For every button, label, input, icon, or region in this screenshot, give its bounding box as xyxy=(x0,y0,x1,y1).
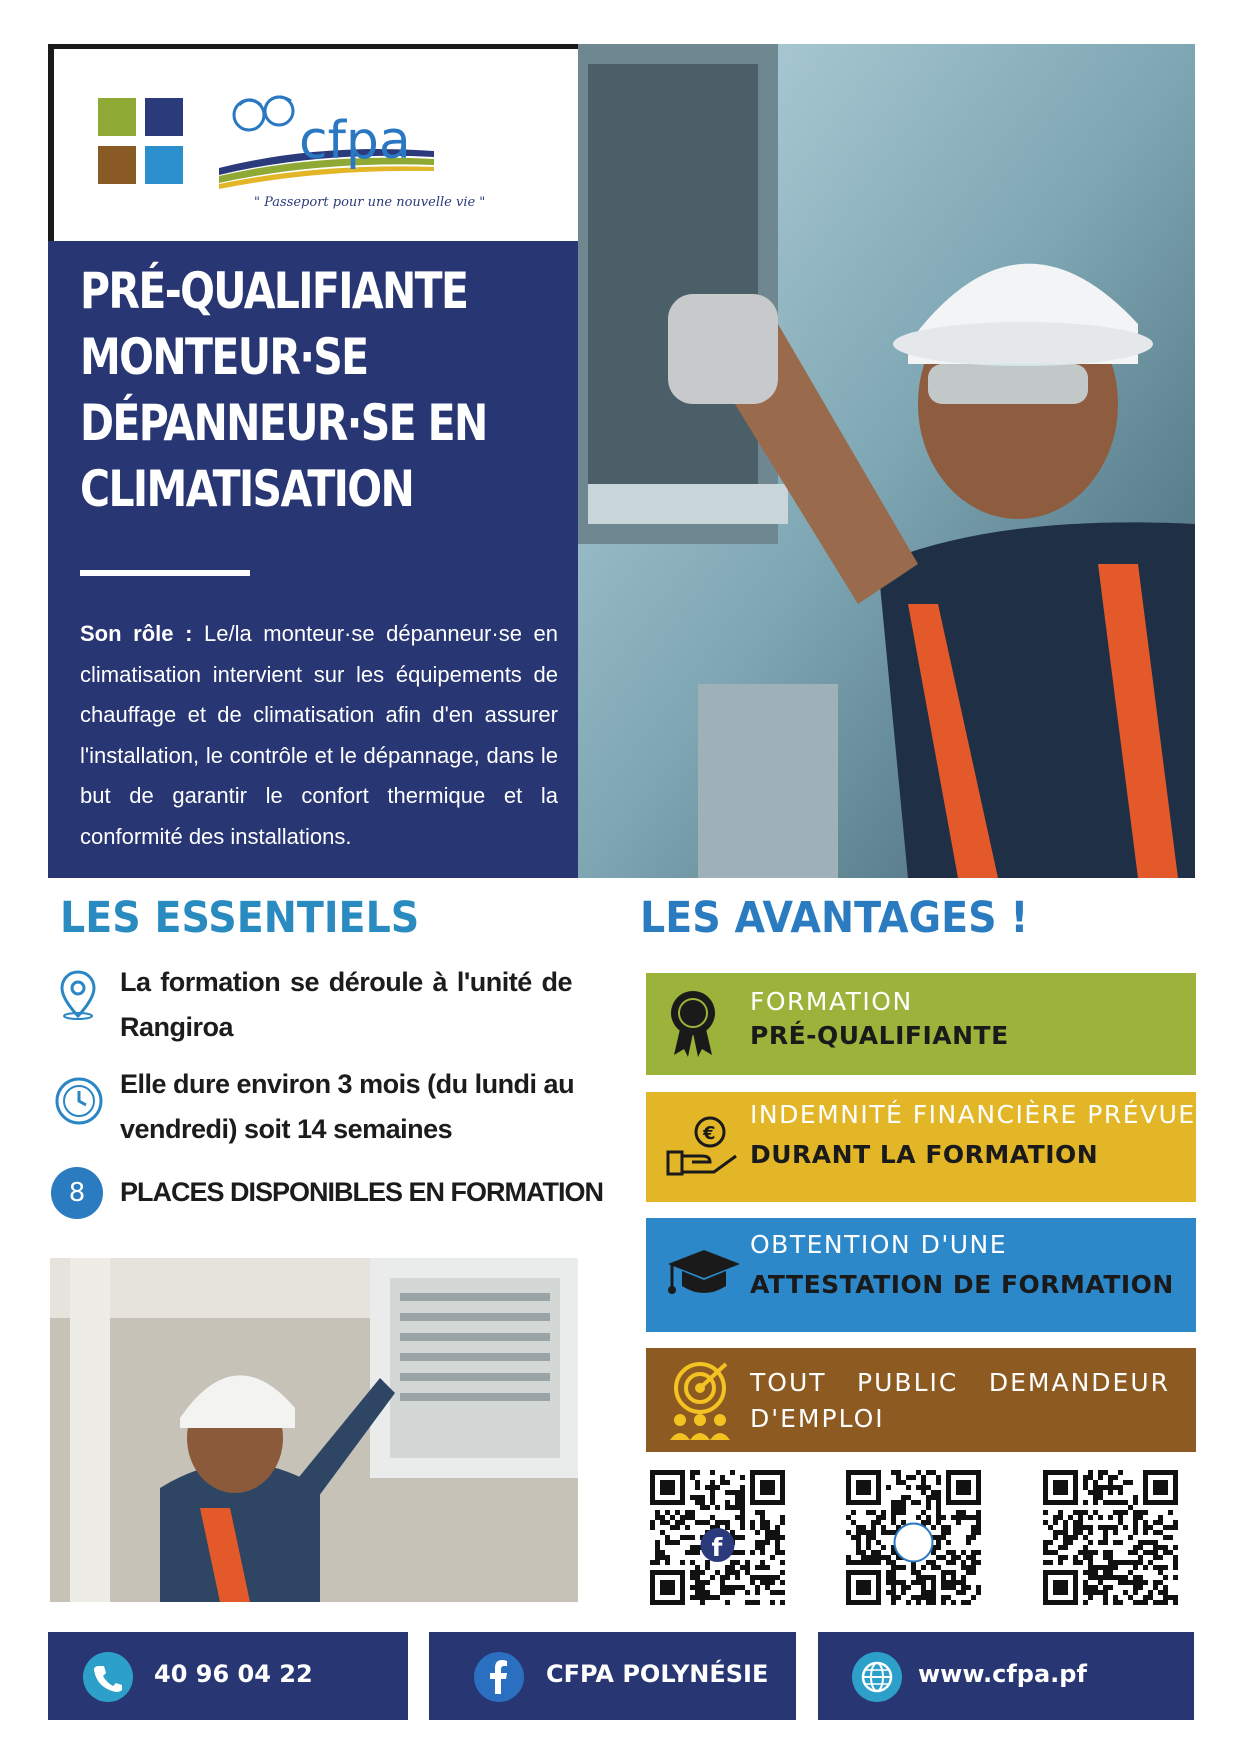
location-pin-icon xyxy=(60,970,96,1020)
logo-tagline: " Passeport pour une nouvelle vie " xyxy=(254,195,486,210)
advantage-card-attestation xyxy=(646,1218,1196,1332)
advantage-1-line1: FORMATION xyxy=(750,987,913,1016)
advantage-card-public xyxy=(646,1348,1196,1452)
advantage-1-line2: PRÉ-QUALIFIANTE xyxy=(750,1021,1009,1050)
target-people-icon xyxy=(666,1358,736,1442)
essentiel-duration: Elle dure environ 3 mois (du lundi au vendredi) soit 14 semaines xyxy=(120,1069,575,1144)
logo-square-blue xyxy=(145,146,183,184)
graduation-cap-icon xyxy=(666,1246,742,1302)
title-line-1: PRÉ-QUALIFIANTE xyxy=(80,262,468,320)
svg-text:€: € xyxy=(703,1123,716,1144)
essentiel-location: La formation se déroule à l'unité de Rangiroa xyxy=(120,967,572,1042)
title-line-2: MONTEUR·SE xyxy=(80,328,368,386)
clock-icon xyxy=(53,1075,105,1127)
role-label: Son rôle : xyxy=(80,621,193,646)
medal-icon xyxy=(666,987,720,1059)
title-line-4: CLIMATISATION xyxy=(80,460,414,518)
photo-technician-woman xyxy=(578,44,1195,878)
role-description xyxy=(80,614,558,857)
cfpa-logo xyxy=(219,83,449,203)
cfpa-logo-icon xyxy=(895,1524,933,1562)
logo-square-green xyxy=(98,98,136,136)
photo-technician-man xyxy=(50,1258,578,1602)
places-badge: 8 xyxy=(51,1167,103,1219)
avantages-title: LES AVANTAGES ! xyxy=(640,893,1029,943)
phone-icon xyxy=(83,1652,133,1702)
logo-square-brown xyxy=(98,146,136,184)
advantage-card-indemnite xyxy=(646,1092,1196,1202)
footer-facebook[interactable] xyxy=(429,1632,796,1720)
advantage-4-line1: TOUT PUBLIC DEMANDEUR xyxy=(750,1368,1170,1397)
facebook-page-name[interactable]: CFPA POLYNÉSIE xyxy=(546,1660,769,1688)
footer-website[interactable] xyxy=(818,1632,1194,1720)
qr-code-1[interactable] xyxy=(650,1470,785,1605)
advantage-4-line2: D'EMPLOI xyxy=(750,1404,885,1433)
title-divider xyxy=(80,570,250,576)
svg-text:cfpa: cfpa xyxy=(299,111,411,171)
page-title xyxy=(80,258,487,522)
website-url[interactable]: www.cfpa.pf xyxy=(918,1660,1087,1688)
title-line-3: DÉPANNEUR·SE EN xyxy=(80,394,487,452)
svg-text:f: f xyxy=(711,1533,723,1562)
logo-box xyxy=(48,44,578,241)
essentiel-places: PLACES DISPONIBLES EN FORMATION xyxy=(120,1177,604,1207)
advantage-3-line1: OBTENTION D'UNE xyxy=(750,1230,1007,1259)
advantage-3-line2: ATTESTATION DE FORMATION xyxy=(750,1270,1174,1299)
advantage-card-formation xyxy=(646,973,1196,1075)
globe-icon xyxy=(852,1652,902,1702)
qr-code-3[interactable] xyxy=(1043,1470,1178,1605)
essentiels-title: LES ESSENTIELS xyxy=(60,893,420,943)
phone-number[interactable]: 40 96 04 22 xyxy=(154,1660,313,1688)
role-text: Le/la monteur·se dépanneur·se en climatisation intervient sur les équipements de chauffage et de climatisation afin d'en assurer l'installation, le contrôle et le dépannage, dans le but de garantir le confort thermique et la conformité des installations. xyxy=(80,621,559,849)
logo-square-navy xyxy=(145,98,183,136)
advantage-2-line2: DURANT LA FORMATION xyxy=(750,1140,1099,1169)
euro-hand-icon xyxy=(666,1112,740,1182)
advantage-2-line1: INDEMNITÉ FINANCIÈRE PRÉVUE xyxy=(750,1100,1196,1129)
qr-code-2[interactable] xyxy=(846,1470,981,1605)
facebook-icon xyxy=(474,1652,524,1702)
footer-phone[interactable] xyxy=(48,1632,408,1720)
